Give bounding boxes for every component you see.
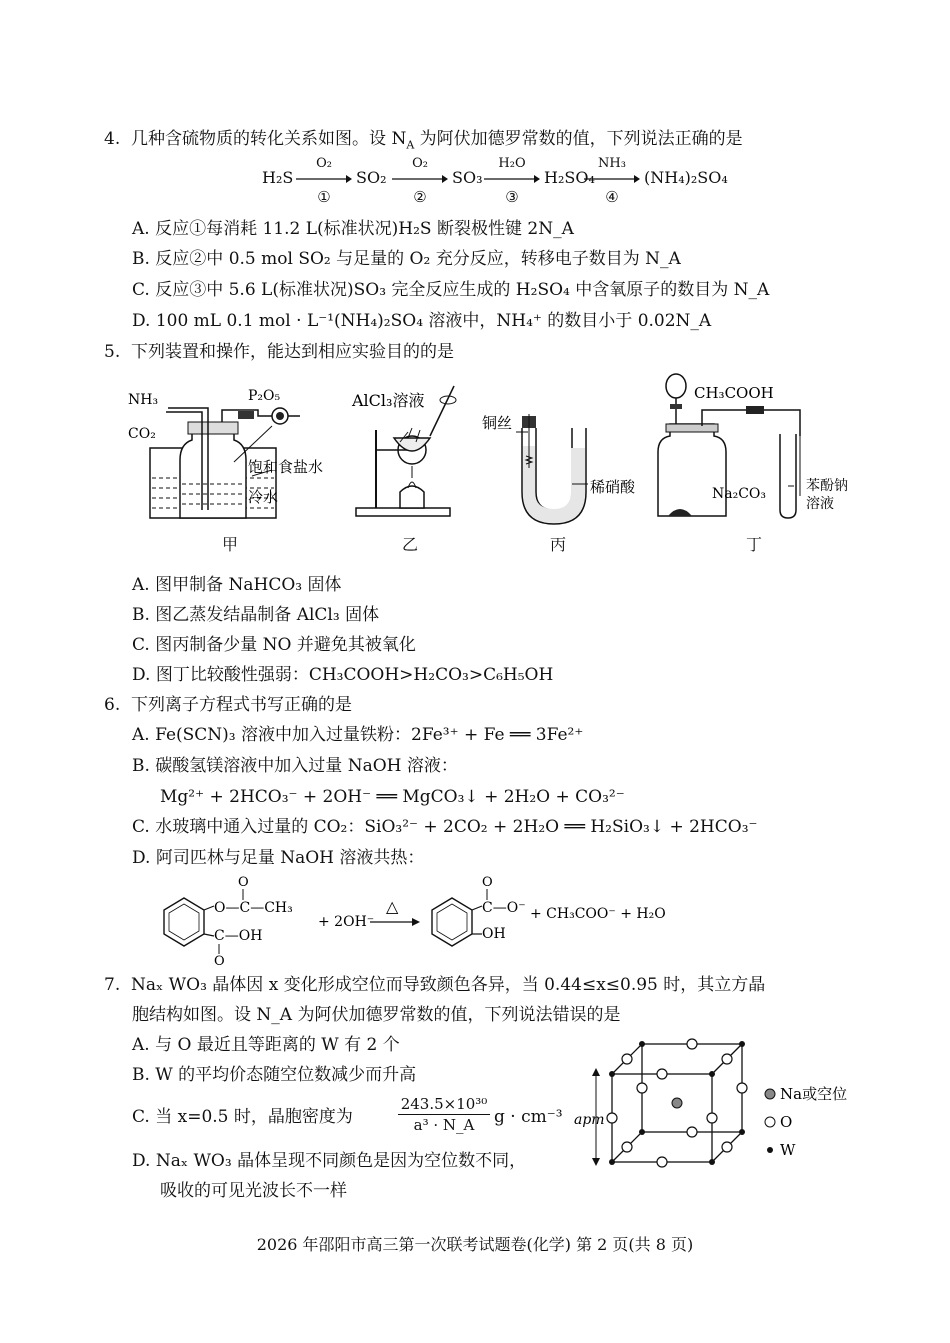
q7-option-d-cont: 吸收的可见光波长不一样	[160, 1181, 347, 1201]
caption-ding: 丁	[746, 535, 763, 554]
ester-group: O—C—CH₃	[214, 900, 293, 916]
species: H₂S	[262, 168, 294, 187]
q4-option-c: C. 反应③中 5.6 L(标准状况)SO₃ 完全反应生成的 H₂SO₄ 中含氧原子的数目为 N_A	[132, 280, 770, 300]
products: + CH₃COO⁻ + H₂O	[530, 906, 666, 922]
apparatus-bing-figure	[478, 388, 658, 530]
sulfur-conversion-chain	[262, 156, 742, 212]
q5-option-c: C. 图丙制备少量 NO 并避免其被氧化	[132, 635, 416, 655]
q7-option-a: A. 与 O 最近且等距离的 W 有 2 个	[132, 1035, 400, 1055]
carbonyl-oxygen: O	[482, 875, 493, 890]
q7-option-b: B. W 的平均价态随空位数减少而升高	[132, 1065, 417, 1085]
q6-option-b-equation: Mg²⁺ + 2HCO₃⁻ + 2OH⁻ ══ MgCO₃↓ + 2H₂O + CO₃²⁻	[160, 787, 625, 807]
label-saturated-brine: 饱和食盐水	[248, 458, 324, 476]
reaction-arrow	[296, 174, 352, 184]
q6-option-c: C. 水玻璃中通入过量的 CO₂：SiO₃²⁻ + 2CO₂ + 2H₂O ══ H₂SiO₃↓ + 2HCO₃⁻	[132, 817, 758, 837]
species: SO₃	[452, 168, 483, 187]
reaction-arrow	[484, 174, 540, 184]
label-dilute-nitric-acid: 稀硝酸	[590, 478, 636, 496]
edge-length-label: apm	[574, 1112, 605, 1128]
label-co2: CO₂	[128, 426, 156, 442]
phenol-group: OH	[482, 926, 506, 942]
legend-na-vacancy: Na或空位	[780, 1085, 848, 1103]
page-footer: 2026 年邵阳市高三第一次联考试题卷(化学) 第 2 页(共 8 页)	[256, 1235, 694, 1254]
legend-tungsten: W	[780, 1141, 796, 1159]
caption-yi: 乙	[402, 535, 419, 554]
q6-option-a: A. Fe(SCN)₃ 溶液中加入过量铁粉：2Fe³⁺ + Fe ══ 3Fe²⁺	[132, 725, 584, 745]
reagent-label: O₂	[316, 156, 332, 171]
heat-condition: △	[386, 897, 399, 916]
label-copper-wire: 铜丝	[482, 414, 513, 432]
reaction-arrow	[392, 174, 448, 184]
label-nh3: NH₃	[128, 392, 159, 408]
density-numerator: 243.5×10³⁰	[398, 1094, 490, 1115]
q4-option-b: B. 反应②中 0.5 mol SO₂ 与足量的 O₂ 充分反应，转移电子数目为 N_A	[132, 249, 681, 269]
q6-stem: 6. 下列离子方程式书写正确的是	[104, 695, 353, 715]
density-unit: g · cm⁻³	[494, 1107, 563, 1127]
legend-oxygen: O	[780, 1113, 793, 1131]
q7-option-c: C. 当 x=0.5 时，晶胞密度为	[132, 1107, 353, 1127]
label-cold-water: 冷水	[248, 488, 279, 506]
q5-option-d: D. 图丁比较酸性强弱：CH₃COOH>H₂CO₃>C₆H₅OH	[132, 665, 554, 685]
q6-option-b: B. 碳酸氢镁溶液中加入过量 NaOH 溶液：	[132, 756, 458, 776]
carbonyl-oxygen: O	[214, 954, 225, 966]
q6-option-d: D. 阿司匹林与足量 NaOH 溶液共热：	[132, 848, 425, 868]
step-number: ④	[605, 188, 619, 206]
apparatus-yi-figure	[350, 380, 480, 530]
q7-stem-line2: 胞结构如图。设 N_A 为阿伏加德罗常数的值，下列说法错误的是	[132, 1005, 621, 1025]
species: SO₂	[356, 168, 387, 187]
label-sodium-phenolate: 苯酚钠	[806, 478, 848, 494]
density-denominator: a³ · N_A	[413, 1116, 475, 1134]
unit-cell-figure	[572, 1030, 862, 1176]
q4-option-d: D. 100 mL 0.1 mol · L⁻¹(NH₄)₂SO₄ 溶液中，NH₄⁺ 的数目小于 0.02N_A	[132, 311, 712, 331]
apparatus-ding-figure	[650, 366, 860, 530]
label-solution: 溶液	[806, 496, 834, 512]
species: (NH₄)₂SO₄	[644, 168, 728, 187]
q5-option-b: B. 图乙蒸发结晶制备 AlCl₃ 固体	[132, 605, 380, 625]
density-fraction	[398, 1094, 490, 1135]
caption-bing: 丙	[550, 535, 567, 554]
q5-option-a: A. 图甲制备 NaHCO₃ 固体	[132, 575, 342, 595]
label-na2co3: Na₂CO₃	[712, 486, 767, 502]
step-number: ②	[413, 188, 427, 206]
acid-group: C—OH	[214, 928, 263, 944]
q4-stem: 4. 几种含硫物质的转化关系如图。设 $N_A$ 为阿伏加德罗常数的值，下列说法正确的是	[104, 129, 743, 152]
q4-option-a: A. 反应①每消耗 11.2 L(标准状况)H₂S 断裂极性键 2N_A	[132, 219, 574, 239]
species: H₂SO₄	[544, 168, 595, 187]
carboxylate-group: C—O⁻	[482, 900, 526, 916]
aspirin-hydrolysis-equation	[156, 874, 676, 966]
label-ch3cooh: CH₃COOH	[694, 384, 774, 402]
step-number: ①	[317, 188, 331, 206]
q7-option-d: D. Naₓ WO₃ 晶体呈现不同颜色是因为空位数不同，	[132, 1151, 527, 1171]
caption-jia: 甲	[222, 535, 239, 554]
label-alcl3-solution: AlCl₃溶液	[352, 391, 425, 410]
step-number: ③	[505, 188, 519, 206]
q7-stem-line1: 7. Naₓ WO₃ 晶体因 x 变化形成空位而导致颜色各异，当 0.44≤x≤0.95 时，其立方晶	[104, 975, 766, 995]
apparatus-jia-figure	[122, 378, 342, 528]
q5-stem: 5. 下列装置和操作，能达到相应实验目的的是	[104, 342, 455, 362]
reagent-label: H₂O	[498, 156, 526, 171]
hydroxide-reagent: + 2OH⁻	[318, 914, 375, 930]
reaction-arrow	[584, 174, 640, 184]
label-p2o5: P₂O₅	[248, 388, 281, 404]
reagent-label: O₂	[412, 156, 428, 171]
reagent-label: NH₃	[598, 156, 626, 171]
carbonyl-oxygen: O	[238, 875, 249, 890]
